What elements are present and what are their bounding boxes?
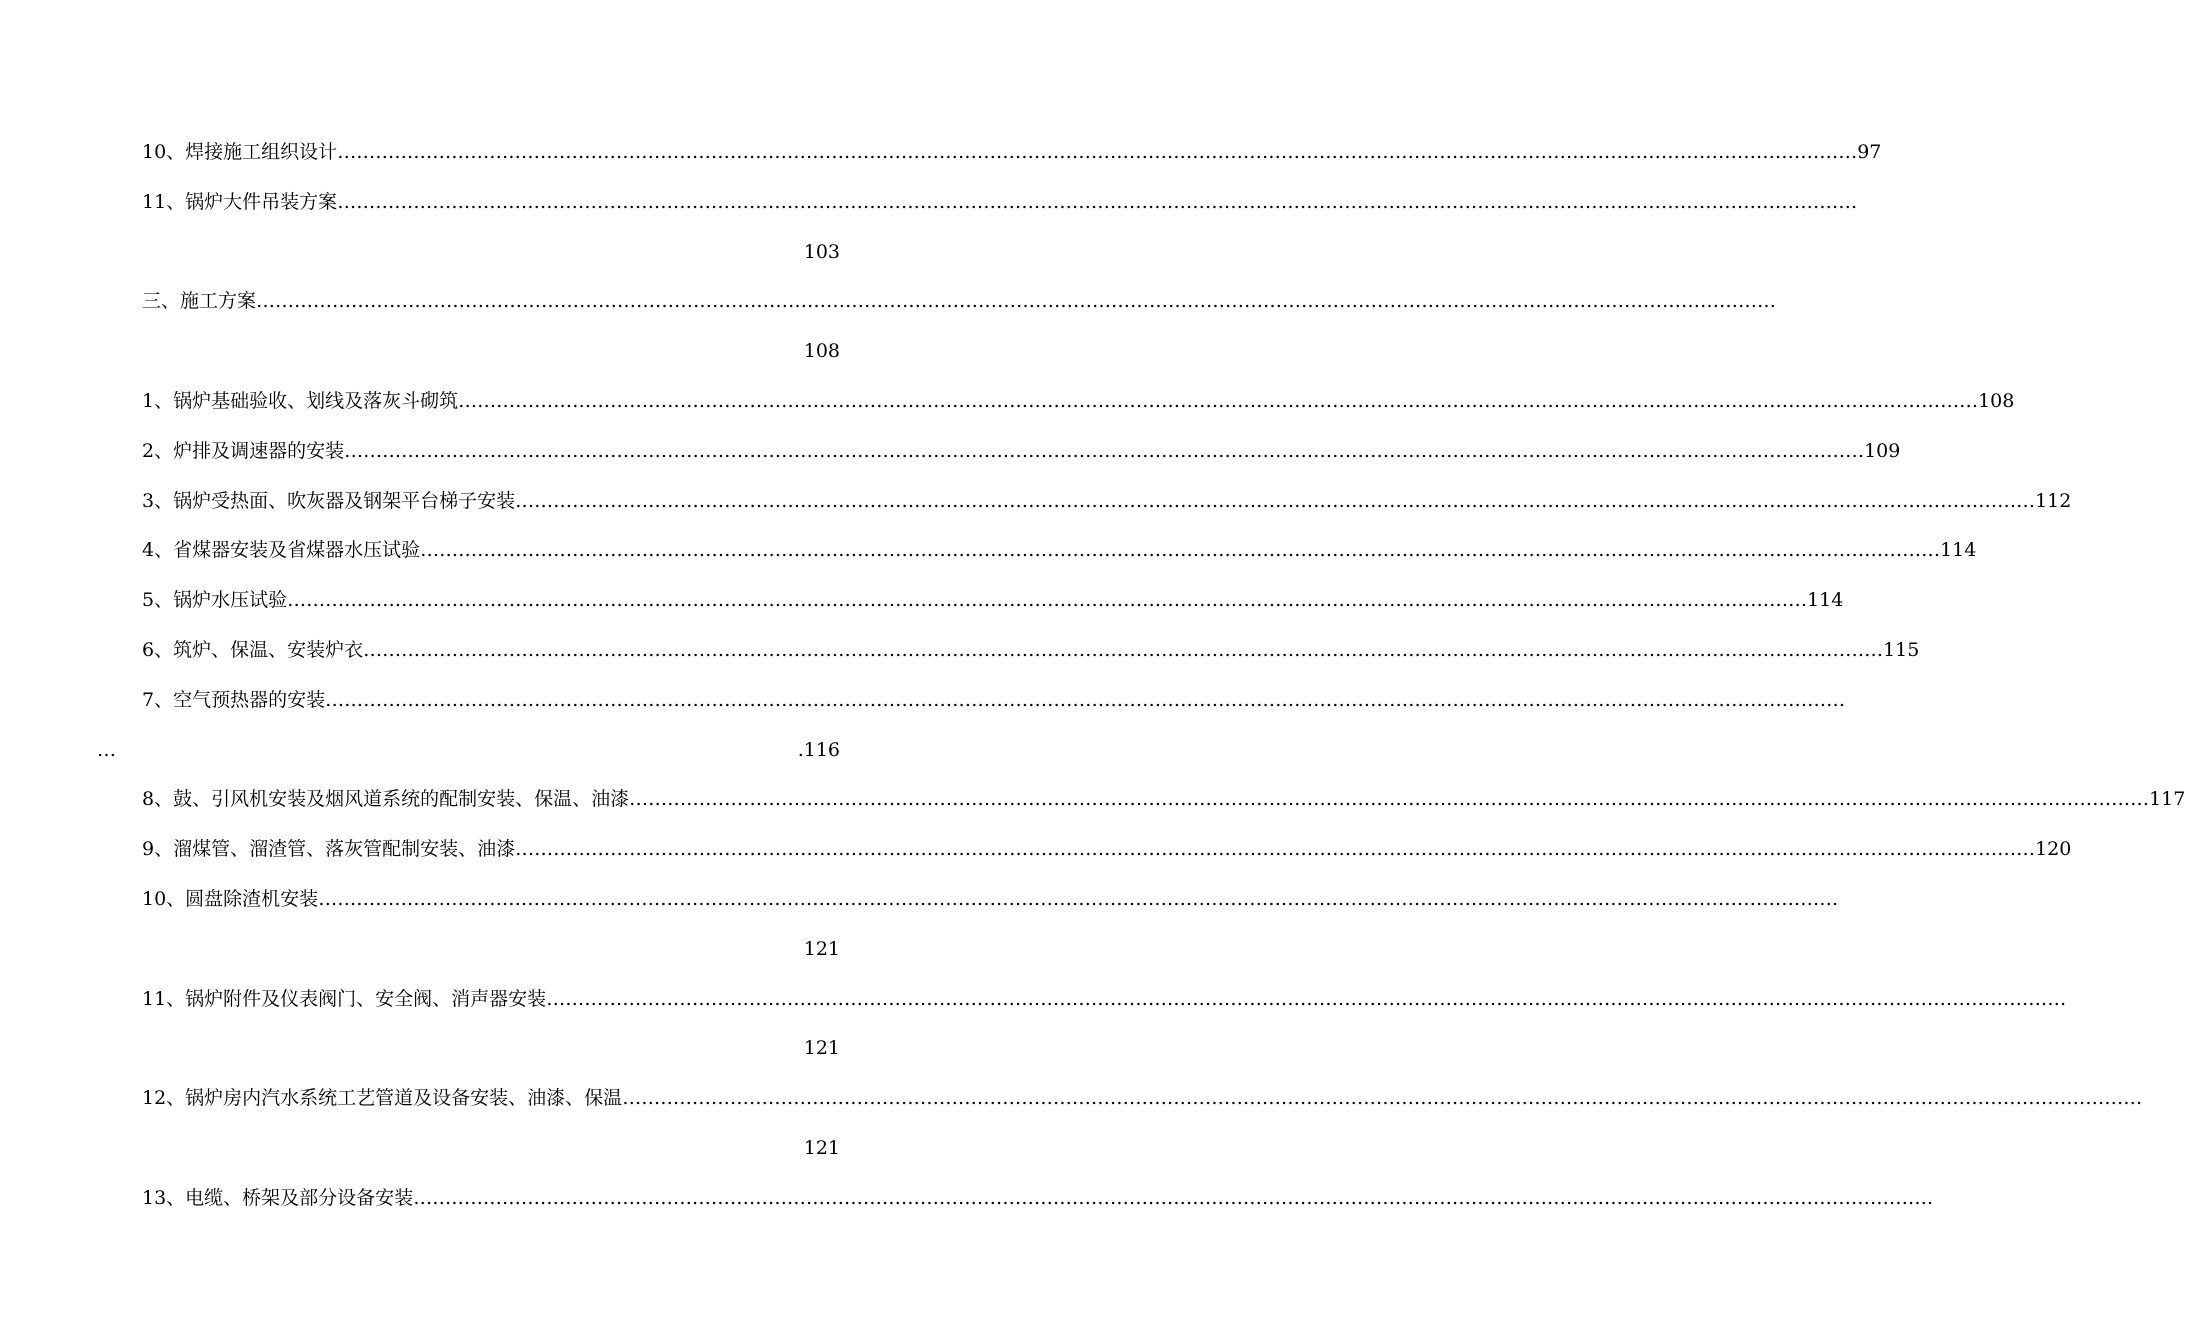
toc-leader-dots: …………………………………………………………………………………………………………………………………………………………………………………………………………………… [458,390,1979,412]
toc-page-number: 108 [1978,390,2015,412]
toc-page-number: 108 [803,340,840,363]
toc-entry-title: 10、圆盘除渣机安装 [142,888,319,910]
toc-entry-continuation: … [97,738,116,761]
toc-entry-title: 9、溜煤管、溜渣管、落灰管配制安装、油漆 [142,838,516,861]
toc-entry [97,685,1846,715]
toc-page-number: 97 [1857,141,1882,163]
toc-page-number: 103 [803,240,840,263]
toc-page-number: 117 [2149,788,2185,811]
toc-page-number: 109 [1864,439,1901,462]
toc-entry [97,336,840,366]
toc-entry-title: 6、筑炉、保温、安装炉衣 [142,639,364,661]
toc-entry [97,187,1858,217]
toc-leader-dots: …………………………………………………………………………………………………………………………………………………………………………………………………………………… [413,1186,1934,1209]
toc-entry-title: 4、省煤器安装及省煤器水压试验 [142,539,421,562]
toc-entry [97,585,1844,615]
toc-entry-title: 7、空气预热器的安装 [142,688,326,711]
toc-entry-title: 3、锅炉受热面、吹灰器及钢架平台梯子安装 [142,489,516,512]
toc-entry [97,1083,2143,1113]
toc-page-number: 114 [1940,539,1977,562]
toc-entry-title: 11、锅炉大件吊装方案 [142,190,338,213]
toc-entry [97,884,1839,914]
toc-page-number: .116 [797,738,840,761]
toc-entry [97,286,1777,316]
toc-page-number: 121 [803,1037,840,1060]
toc-page-number: 121 [803,1137,840,1159]
toc-leader-dots: …………………………………………………………………………………………………………………………………………………………………………………………………………………… [318,888,1839,910]
toc-entry [97,535,1977,565]
toc-entry [97,237,840,267]
toc-entry-title: 三、施工方案 [142,290,257,313]
toc-entry [97,784,2185,814]
toc-leader-dots: …………………………………………………………………………………………………………………………………………………………………………………………………………………… [337,190,1858,213]
toc-leader-dots: …………………………………………………………………………………………………………………………………………………………………………………………………………………… [515,838,2036,861]
toc-leader-dots: …………………………………………………………………………………………………………………………………………………………………………………………………………………… [325,688,1846,711]
toc-entry-title: 12、锅炉房内汽水系统工艺管道及设备安装、油漆、保温 [142,1087,623,1110]
toc-entry [97,934,840,964]
toc-page-number: 112 [2035,489,2072,512]
toc-leader-dots: …………………………………………………………………………………………………………………………………………………………………………………………………………………… [515,489,2036,512]
toc-entry [97,984,2067,1014]
toc-leader-dots: …………………………………………………………………………………………………………………………………………………………………………………………………………………… [546,987,2067,1010]
toc-leader-dots: …………………………………………………………………………………………………………………………………………………………………………………………………………………… [420,539,1941,562]
toc-entry [97,834,2072,864]
toc-entry [97,137,1882,167]
toc-entry-title: 10、焊接施工组织设计 [142,141,338,163]
toc-entry [97,1183,1934,1213]
toc-page-number: 121 [803,937,840,960]
toc-entry-title: 13、电缆、桥架及部分设备安装 [142,1186,414,1209]
toc-leader-dots: …………………………………………………………………………………………………………………………………………………………………………………………………………………… [337,141,1858,163]
toc-entry-title: 8、鼓、引风机安装及烟风道系统的配制安装、保温、油漆 [142,788,630,811]
toc-entry [97,486,2072,516]
toc-leader-dots: …………………………………………………………………………………………………………………………………………………………………………………………………………………… [256,290,1777,313]
toc-leader-dots: …………………………………………………………………………………………………………………………………………………………………………………………………………………… [363,639,1884,661]
toc-entry-title: 5、锅炉水压试验 [142,589,288,612]
toc-leader-dots: …………………………………………………………………………………………………………………………………………………………………………………………………………………… [629,788,2150,811]
toc-page-number: 114 [1807,589,1844,612]
toc-page-number: 115 [1883,639,1920,661]
toc-entry-title: 2、炉排及调速器的安装 [142,439,345,462]
toc-entry-title: 1、锅炉基础验收、划线及落灰斗砌筑 [142,390,459,412]
toc-entry [97,635,1920,665]
toc-entry [97,436,1901,466]
toc-entry [97,1133,840,1163]
toc-leader-dots: …………………………………………………………………………………………………………………………………………………………………………………………………………………… [622,1087,2143,1110]
toc-entry [97,386,2015,416]
toc-entry-title: 11、锅炉附件及仪表阀门、安全阀、消声器安装 [142,987,547,1010]
toc-leader-dots: …………………………………………………………………………………………………………………………………………………………………………………………………………………… [287,589,1808,612]
toc-entry [97,1033,840,1063]
toc-entry [97,735,840,765]
toc-leader-dots: …………………………………………………………………………………………………………………………………………………………………………………………………………………… [344,439,1865,462]
toc-page-number: 120 [2035,838,2072,861]
